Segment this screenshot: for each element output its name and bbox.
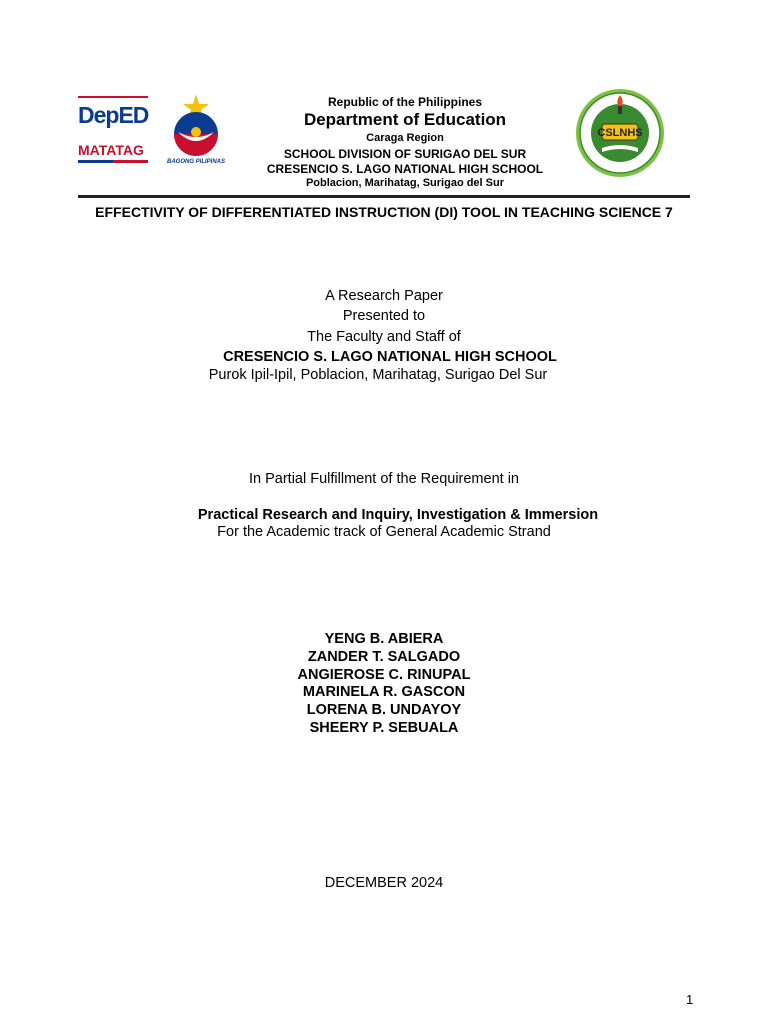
school-seal-text: CSLNHS [597,127,643,139]
header-department: Department of Education [303,110,507,129]
bagong-pilipinas-text: BAGONG PILIPINAS [166,159,225,165]
header-school: CRESENCIO S. LAGO NATIONAL HIGH SCHOOL [266,162,544,176]
school-address: Purok Ipil-Ipil, Poblacion, Marihatag, Surigao Del Sur [208,367,548,383]
author-5: LORENA B. UNDAYOY [306,702,462,718]
header-address: Poblacion, Marihatag, Surigao del Sur [305,177,505,189]
matatag-logo-text: MATATAG [78,142,144,158]
author-4: MARINELA R. GASCON [302,684,466,700]
deped-logo-text: DepED [78,102,149,128]
bagong-pilipinas-emblem-icon [162,92,230,160]
header-division: SCHOOL DIVISION OF SURIGAO DEL SUR [283,147,527,161]
header-region: Caraga Region [366,132,444,144]
paper-title: EFFECTIVITY OF DIFFERENTIATED INSTRUCTION (DI) TOOL IN TEACHING SCIENCE 7 [95,204,673,220]
fulfillment-line: In Partial Fulfillment of the Requirement in [249,471,519,487]
school-name: CRESENCIO S. LAGO NATIONAL HIGH SCHOOL [223,349,557,365]
matatag-underline [78,160,148,163]
cslnhs-school-seal [572,88,668,178]
author-3: ANGIEROSE C. RINUPAL [297,667,471,683]
page-number: 1 [686,992,694,1007]
track-line: For the Academic track of General Academic Strand [217,524,551,540]
author-6: SHEERY P. SEBUALA [309,720,459,736]
header-divider [78,195,690,198]
research-paper-line: A Research Paper [325,288,443,304]
presented-to-line: Presented to [342,308,426,324]
author-2: ZANDER T. SALGADO [307,649,461,665]
bagong-pilipinas-logo [162,92,230,170]
subject-line: Practical Research and Inquiry, Investigation & Immersion [197,507,599,523]
faculty-line: The Faculty and Staff of [307,329,461,345]
deped-matatag-logo [76,94,150,170]
header-republic: Republic of the Philippines [327,95,482,109]
deped-top-line [78,96,148,98]
author-1: YENG B. ABIERA [324,631,444,647]
date-line: DECEMBER 2024 [324,875,444,891]
